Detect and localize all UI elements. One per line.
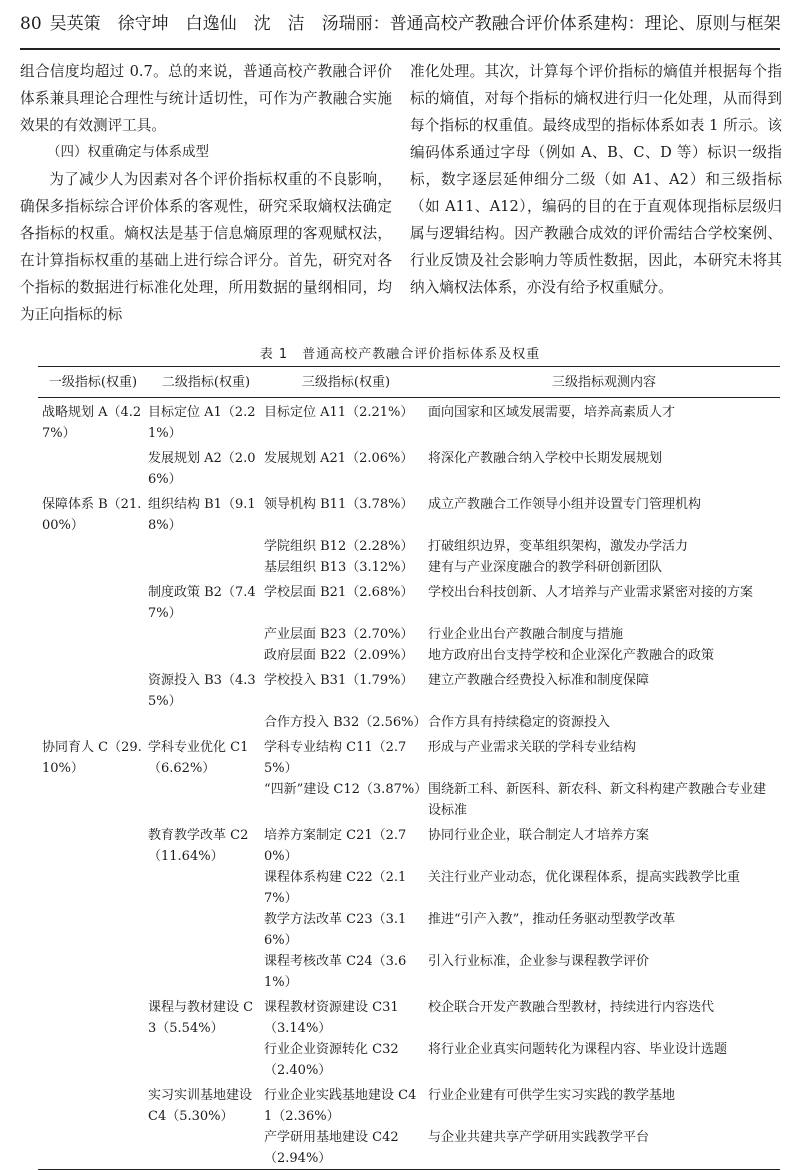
content-cell: 将深化产教融合纳入学校中长期发展规划 bbox=[428, 451, 663, 466]
level3-cell: 课程教材资源建设 C31（3.14%） bbox=[264, 1000, 399, 1036]
level2-cell: 目标定位 A1（2.21%） bbox=[148, 405, 256, 441]
table-row bbox=[38, 536, 780, 557]
level2-cell bbox=[148, 1039, 264, 1081]
table-row bbox=[38, 993, 780, 1039]
level1-cell bbox=[38, 712, 148, 733]
level2-cell bbox=[148, 909, 264, 951]
header-authors: 吴英策 徐守坤 白逸仙 沈 洁 汤瑞丽 bbox=[49, 14, 373, 34]
table-row bbox=[38, 909, 780, 951]
level2-cell: 资源投入 B3（4.35%） bbox=[148, 673, 256, 709]
table-row bbox=[38, 444, 780, 490]
running-header bbox=[20, 10, 780, 50]
content-cell: 打破组织边界，变革组织架构，激发办学活力 bbox=[428, 539, 689, 554]
table-row bbox=[38, 624, 780, 645]
body-columns bbox=[20, 58, 782, 323]
level2-cell bbox=[148, 867, 264, 909]
header-level2: 二级指标(权重) bbox=[161, 374, 251, 390]
table-row bbox=[38, 557, 780, 578]
header-level3: 三级指标(权重) bbox=[301, 374, 391, 390]
level1-cell bbox=[38, 645, 148, 666]
section-subheading: （四）权重确定与体系成型 bbox=[47, 144, 209, 160]
table-caption: 表 1 普通高校产教融合评价指标体系及权重 bbox=[259, 347, 541, 362]
left-paragraph-2: 为了减少人为因素对各个评价指标权重的不良影响，确保多指标综合评价体系的客观性，研究采取熵权法确定各指标的权重。熵权法是基于信息熵原理的客观赋权法，在计算指标权重的基础上进行综合评分。首先，研究对各个指标的数据进行标准化处理，所用数据的量纲相同，均为正向指标的标 bbox=[20, 171, 392, 323]
content-cell: 围绕新工科、新医科、新农科、新文科构建产教融合专业建设标准 bbox=[428, 782, 767, 818]
level1-cell bbox=[38, 536, 148, 557]
level3-cell: 学校投入 B31（1.79%） bbox=[264, 673, 414, 688]
table-header-row bbox=[38, 367, 780, 398]
level3-cell: 领导机构 B11（3.78%） bbox=[264, 497, 414, 512]
level3-cell: 政府层面 B22（2.09%） bbox=[264, 648, 414, 663]
content-cell: 形成与产业需求关联的学科专业结构 bbox=[428, 740, 637, 755]
right-column bbox=[410, 58, 782, 320]
level2-cell: 发展规划 A2（2.06%） bbox=[148, 451, 256, 487]
level3-cell: 课程考核改革 C24（3.61%） bbox=[264, 954, 407, 990]
level1-cell bbox=[38, 993, 148, 1039]
content-cell: 推进“引产入教”，推动任务驱动型教学改革 bbox=[428, 912, 676, 927]
left-paragraph-1: 组合信度均超过 0.7。总的来说，普通高校产教融合评价体系兼具理论合理性与统计适切性，可作为产教融合实施效果的有效测评工具。 bbox=[20, 63, 392, 134]
level3-cell: 学校层面 B21（2.68%） bbox=[264, 585, 414, 600]
level1-cell bbox=[38, 1127, 148, 1170]
table-row bbox=[38, 867, 780, 909]
content-cell: 合作方具有持续稳定的资源投入 bbox=[428, 715, 611, 730]
content-cell: 关注行业产业动态，优化课程体系，提高实践教学比重 bbox=[428, 870, 741, 885]
level1-cell bbox=[38, 1081, 148, 1127]
level3-cell: 学科专业结构 C11（2.75%） bbox=[264, 740, 407, 776]
level2-cell: 组织结构 B1（9.18%） bbox=[148, 497, 256, 533]
table-row bbox=[38, 821, 780, 867]
table-row bbox=[38, 712, 780, 733]
table-row bbox=[38, 1127, 780, 1170]
level3-cell: “四新”建设 C12（3.87%） bbox=[264, 782, 428, 797]
level2-cell: 学科专业优化 C1（6.62%） bbox=[148, 740, 249, 776]
table-row bbox=[38, 951, 780, 993]
table-row bbox=[38, 733, 780, 779]
level1-cell bbox=[38, 444, 148, 490]
level2-cell bbox=[148, 536, 264, 557]
content-cell: 将行业企业真实问题转化为课程内容、毕业设计选题 bbox=[428, 1042, 728, 1057]
level3-cell: 发展规划 A21（2.06%） bbox=[264, 451, 414, 466]
content-cell: 行业企业建有可供学生实习实践的教学基地 bbox=[428, 1088, 676, 1103]
level3-cell: 教学方法改革 C23（3.16%） bbox=[264, 912, 407, 948]
level3-cell: 合作方投入 B32（2.56%） bbox=[264, 715, 427, 730]
content-cell: 行业企业出台产教融合制度与措施 bbox=[428, 627, 624, 642]
left-column bbox=[20, 58, 392, 323]
table-row bbox=[38, 779, 780, 821]
level1-cell: 战略规划 A（4.27%） bbox=[42, 405, 142, 441]
level1-cell bbox=[38, 1039, 148, 1081]
level3-cell: 行业企业资源转化 C32（2.40%） bbox=[264, 1042, 399, 1078]
table-row bbox=[38, 398, 780, 445]
content-cell: 成立产教融合工作领导小组并设置专门管理机构 bbox=[428, 497, 702, 512]
level2-cell: 制度政策 B2（7.47%） bbox=[148, 585, 256, 621]
level2-cell bbox=[148, 779, 264, 821]
level1-cell bbox=[38, 821, 148, 867]
content-cell: 协同行业企业，联合制定人才培养方案 bbox=[428, 828, 650, 843]
table-row bbox=[38, 666, 780, 712]
level3-cell: 学院组织 B12（2.28%） bbox=[264, 539, 414, 554]
content-cell: 建立产教融合经费投入标准和制度保障 bbox=[428, 673, 650, 688]
level3-cell: 课程体系构建 C22（2.17%） bbox=[264, 870, 407, 906]
level1-cell: 协同育人 C（29.10%） bbox=[42, 740, 142, 776]
content-cell: 面向国家和区域发展需要，培养高素质人才 bbox=[428, 405, 676, 420]
content-cell: 与企业共建共享产学研用实践教学平台 bbox=[428, 1130, 650, 1145]
level2-cell bbox=[148, 645, 264, 666]
level2-cell: 实习实训基地建设 C4（5.30%） bbox=[148, 1088, 253, 1124]
content-cell: 引入行业标准，企业参与课程教学评价 bbox=[428, 954, 650, 969]
level3-cell: 培养方案制定 C21（2.70%） bbox=[264, 828, 407, 864]
level1-cell: 保障体系 B（21.00%） bbox=[42, 497, 142, 533]
level2-cell bbox=[148, 712, 264, 733]
table-row bbox=[38, 1039, 780, 1081]
level1-cell bbox=[38, 951, 148, 993]
header-title: ：普通高校产教融合评价体系建构：理论、原则与框架 bbox=[372, 14, 781, 34]
level1-cell bbox=[38, 578, 148, 624]
content-cell: 校企联合开发产教融合型教材，持续进行内容迭代 bbox=[428, 1000, 715, 1015]
level3-cell: 行业企业实践基地建设 C41（2.36%） bbox=[264, 1088, 417, 1124]
level1-cell bbox=[38, 779, 148, 821]
level3-cell: 目标定位 A11（2.21%） bbox=[264, 405, 414, 420]
table-row bbox=[38, 1081, 780, 1127]
table-body bbox=[38, 398, 780, 1170]
table-row bbox=[38, 490, 780, 536]
level3-cell: 产业层面 B23（2.70%） bbox=[264, 627, 414, 642]
indicator-table bbox=[38, 366, 780, 1170]
header-level1: 一级指标(权重) bbox=[48, 374, 138, 390]
level1-cell bbox=[38, 909, 148, 951]
level2-cell bbox=[148, 1127, 264, 1170]
table-row bbox=[38, 645, 780, 666]
level3-cell: 基层组织 B13（3.12%） bbox=[264, 560, 414, 575]
content-cell: 学校出台科技创新、人才培养与产业需求紧密对接的方案 bbox=[428, 585, 754, 600]
content-cell: 建有与产业深度融合的教学科研创新团队 bbox=[428, 560, 663, 575]
page-number: 80 bbox=[20, 14, 42, 34]
level1-cell bbox=[38, 624, 148, 645]
level2-cell bbox=[148, 557, 264, 578]
level1-cell bbox=[38, 557, 148, 578]
level2-cell bbox=[148, 951, 264, 993]
level2-cell bbox=[148, 624, 264, 645]
level1-cell bbox=[38, 666, 148, 712]
table-row bbox=[38, 578, 780, 624]
content-cell: 地方政府出台支持学校和企业深化产教融合的政策 bbox=[428, 648, 715, 663]
header-content: 三级指标观测内容 bbox=[551, 374, 656, 390]
level1-cell bbox=[38, 867, 148, 909]
level2-cell: 课程与教材建设 C3（5.54%） bbox=[148, 1000, 254, 1036]
right-paragraph-1: 准化处理。其次，计算每个评价指标的熵值并根据每个指标的熵值，对每个指标的熵权进行归一化处理，从而得到每个指标的权重值。最终成型的指标体系如表 1 所示。该编码体系通过字母（例如 A、B、C、D 等）标识一级指标，数字逐层延伸细分二级（如 A1、A2）和三级指标（如 A11、A12），编码的目的在于直观体现指标层级归属与逻辑结构。因产教融合成效的评价需结合学校案例、行业反馈及社会影响力等质性数据，因此，本研究未将其纳入熵权法体系，亦没有给予权重赋分。 bbox=[410, 63, 782, 296]
level3-cell: 产学研用基地建设 C42（2.94%） bbox=[264, 1130, 399, 1166]
level2-cell: 教育教学改革 C2（11.64%） bbox=[148, 828, 249, 864]
